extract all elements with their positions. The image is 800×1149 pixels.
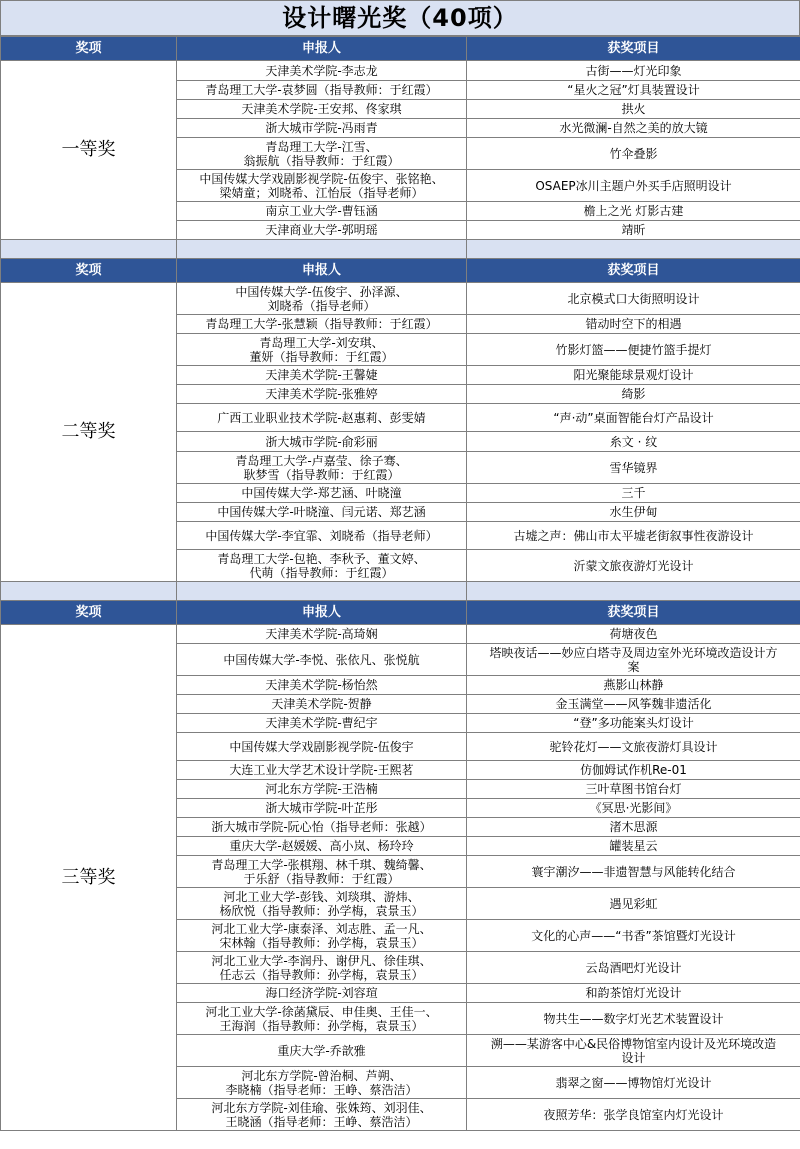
spacer-cell xyxy=(467,240,800,259)
project-cell: 竹伞叠影 xyxy=(467,138,800,170)
applicant-cell: 天津美术学院-李志龙 xyxy=(177,61,467,81)
page-title: 设计曙光奖（40项） xyxy=(0,0,800,36)
section-spacer xyxy=(1,582,800,601)
spacer-cell xyxy=(177,582,467,601)
applicant-cell: 河北东方学院-王浩楠 xyxy=(177,780,467,799)
project-cell: 绮影 xyxy=(467,385,800,404)
project-cell: 仿伽姆试作机Re-01 xyxy=(467,761,800,780)
project-cell: 和韵茶馆灯光设计 xyxy=(467,984,800,1003)
applicant-cell: 河北工业大学-李润丹、谢伊凡、徐佳琪、 任志云（指导教师：孙学梅，袁景玉） xyxy=(177,952,467,984)
applicant-cell: 浙大城市学院-叶芷彤 xyxy=(177,799,467,818)
project-cell: “登”多功能案头灯设计 xyxy=(467,714,800,733)
applicant-cell: 重庆大学-赵媛媛、高小岚、杨玲玲 xyxy=(177,837,467,856)
applicant-cell: 青岛理工大学-包艳、李秋予、董文婷、 代萌（指导教师：于红霞） xyxy=(177,550,467,582)
applicant-cell: 天津美术学院-张雅婷 xyxy=(177,385,467,404)
applicant-cell: 浙大城市学院-阮心怡（指导老师：张越） xyxy=(177,818,467,837)
project-cell: “星火之冠”灯具装置设计 xyxy=(467,81,800,100)
applicant-cell: 河北东方学院-曾治桐、芦朔、 李晓楠（指导老师：王峥、蔡浩洁） xyxy=(177,1067,467,1099)
project-cell: 夜照芳华：张学良馆室内灯光设计 xyxy=(467,1099,800,1131)
project-cell: 糸文 · 纹 xyxy=(467,432,800,452)
header-project: 获奖项目 xyxy=(467,259,800,283)
header-project: 获奖项目 xyxy=(467,37,800,61)
header-award: 奖项 xyxy=(1,601,177,625)
project-cell: “声·动”桌面智能台灯产品设计 xyxy=(467,404,800,432)
applicant-cell: 南京工业大学-曹钰涵 xyxy=(177,202,467,221)
project-cell: 罐装星云 xyxy=(467,837,800,856)
spacer-cell xyxy=(1,582,177,601)
applicant-cell: 天津美术学院-王馨婕 xyxy=(177,366,467,385)
applicant-cell: 广西工业职业技术学院-赵惠莉、彭雯婧 xyxy=(177,404,467,432)
header-project: 获奖项目 xyxy=(467,601,800,625)
project-cell: 檐上之光 灯影古建 xyxy=(467,202,800,221)
project-cell: 云岛酒吧灯光设计 xyxy=(467,952,800,984)
project-cell: 金玉满堂——风筝魏非遗活化 xyxy=(467,695,800,714)
spacer-cell xyxy=(467,582,800,601)
award-table-body xyxy=(1,37,800,1131)
applicant-cell: 青岛理工大学-张慧颖（指导教师：于红霞） xyxy=(177,315,467,334)
header-row xyxy=(1,37,800,61)
project-cell: 荷塘夜色 xyxy=(467,625,800,644)
award-grade: 三等奖 xyxy=(1,625,177,1131)
header-row xyxy=(1,601,800,625)
project-cell: 三千 xyxy=(467,484,800,503)
project-cell: 溯——某游客中心&民俗博物馆室内设计及光环境改造 设计 xyxy=(467,1035,800,1067)
project-cell: 沂蒙文旅夜游灯光设计 xyxy=(467,550,800,582)
applicant-cell: 天津美术学院-王安邦、佟家琪 xyxy=(177,100,467,119)
project-cell: 雪华镜界 xyxy=(467,452,800,484)
project-cell: 物共生——数字灯光艺术装置设计 xyxy=(467,1003,800,1035)
project-cell: 古街——灯光印象 xyxy=(467,61,800,81)
project-cell: 《冥思·光影间》 xyxy=(467,799,800,818)
applicant-cell: 河北东方学院-刘佳瑜、张姝筠、刘羽佳、 王晓涵（指导老师：王峥、蔡浩洁） xyxy=(177,1099,467,1131)
header-applicant: 申报人 xyxy=(177,601,467,625)
project-cell: 古墟之声：佛山市太平墟老街叙事性夜游设计 xyxy=(467,522,800,550)
applicant-cell: 中国传媒大学-郑艺涵、叶晓潼 xyxy=(177,484,467,503)
project-cell: 北京模式口大街照明设计 xyxy=(467,283,800,315)
applicant-cell: 青岛理工大学-张棋翔、林千琪、魏绮馨、 于乐舒（指导教师：于红霞） xyxy=(177,856,467,888)
project-cell: 水光微澜-自然之美的放大镜 xyxy=(467,119,800,138)
project-cell: 三叶草图书馆台灯 xyxy=(467,780,800,799)
applicant-cell: 大连工业大学艺术设计学院-王熙茗 xyxy=(177,761,467,780)
project-cell: 翡翠之窗——博物馆灯光设计 xyxy=(467,1067,800,1099)
project-cell: 驼铃花灯——文旅夜游灯具设计 xyxy=(467,733,800,761)
applicant-cell: 天津商业大学-郭明瑶 xyxy=(177,221,467,240)
project-cell: 寰宇潮汐——非遗智慧与风能转化结合 xyxy=(467,856,800,888)
header-award: 奖项 xyxy=(1,37,177,61)
project-cell: OSAEP冰川主题户外买手店照明设计 xyxy=(467,170,800,202)
project-cell: 渚木思源 xyxy=(467,818,800,837)
applicant-cell: 青岛理工大学-卢嘉莹、徐子骞、 耿梦雪（指导教师：于红霞） xyxy=(177,452,467,484)
applicant-cell: 中国传媒大学-叶晓潼、闫元诺、郑艺涵 xyxy=(177,503,467,522)
applicant-cell: 河北工业大学-彭钱、刘琰琪、游炜、 杨欣悦（指导教师：孙学梅，袁景玉） xyxy=(177,888,467,920)
project-cell: 遇见彩虹 xyxy=(467,888,800,920)
award-grade: 一等奖 xyxy=(1,61,177,240)
applicant-cell: 青岛理工大学-江雪、 翁振航（指导教师：于红霞） xyxy=(177,138,467,170)
applicant-cell: 浙大城市学院-俞彩丽 xyxy=(177,432,467,452)
award-grade: 二等奖 xyxy=(1,283,177,582)
applicant-cell: 重庆大学-乔歆雅 xyxy=(177,1035,467,1067)
project-cell: 水生伊甸 xyxy=(467,503,800,522)
table-row xyxy=(1,283,800,315)
spacer-cell xyxy=(1,240,177,259)
applicant-cell: 河北工业大学-徐菡黛辰、申佳奥、王佳一、 王海润（指导教师：孙学梅，袁景玉） xyxy=(177,1003,467,1035)
applicant-cell: 中国传媒大学-李悦、张依凡、张悦航 xyxy=(177,644,467,676)
award-table xyxy=(0,36,800,1131)
applicant-cell: 浙大城市学院-冯雨青 xyxy=(177,119,467,138)
project-cell: 燕影山林静 xyxy=(467,676,800,695)
project-cell: 阳光聚能球景观灯设计 xyxy=(467,366,800,385)
project-cell: 文化的心声——“书香”茶馆暨灯光设计 xyxy=(467,920,800,952)
applicant-cell: 中国传媒大学戏剧影视学院-伍俊宇 xyxy=(177,733,467,761)
applicant-cell: 天津美术学院-贺静 xyxy=(177,695,467,714)
spacer-cell xyxy=(177,240,467,259)
project-cell: 靖昕 xyxy=(467,221,800,240)
project-cell: 竹影灯篮——便捷竹篮手提灯 xyxy=(467,334,800,366)
applicant-cell: 天津美术学院-杨怡然 xyxy=(177,676,467,695)
header-applicant: 申报人 xyxy=(177,259,467,283)
applicant-cell: 天津美术学院-曹纪宇 xyxy=(177,714,467,733)
applicant-cell: 中国传媒大学戏剧影视学院-伍俊宇、张铭艳、 梁婧童；刘晓希、江怡辰（指导老师） xyxy=(177,170,467,202)
header-row xyxy=(1,259,800,283)
applicant-cell: 青岛理工大学-刘安琪、 董妍（指导教师：于红霞） xyxy=(177,334,467,366)
applicant-cell: 中国传媒大学-李宜霏、刘晓希（指导老师） xyxy=(177,522,467,550)
applicant-cell: 海口经济学院-刘容瑄 xyxy=(177,984,467,1003)
table-row xyxy=(1,61,800,81)
applicant-cell: 青岛理工大学-袁梦圆（指导教师：于红霞） xyxy=(177,81,467,100)
project-cell: 塔映夜话——妙应白塔寺及周边室外光环境改造设计方 案 xyxy=(467,644,800,676)
project-cell: 拱火 xyxy=(467,100,800,119)
project-cell: 错动时空下的相遇 xyxy=(467,315,800,334)
table-row xyxy=(1,625,800,644)
applicant-cell: 河北工业大学-康泰泽、刘志胜、孟一凡、 宋林翰（指导教师：孙学梅，袁景玉） xyxy=(177,920,467,952)
applicant-cell: 中国传媒大学-伍俊宇、孙泽源、 刘晓希（指导老师） xyxy=(177,283,467,315)
section-spacer xyxy=(1,240,800,259)
header-award: 奖项 xyxy=(1,259,177,283)
applicant-cell: 天津美术学院-高琦娴 xyxy=(177,625,467,644)
header-applicant: 申报人 xyxy=(177,37,467,61)
